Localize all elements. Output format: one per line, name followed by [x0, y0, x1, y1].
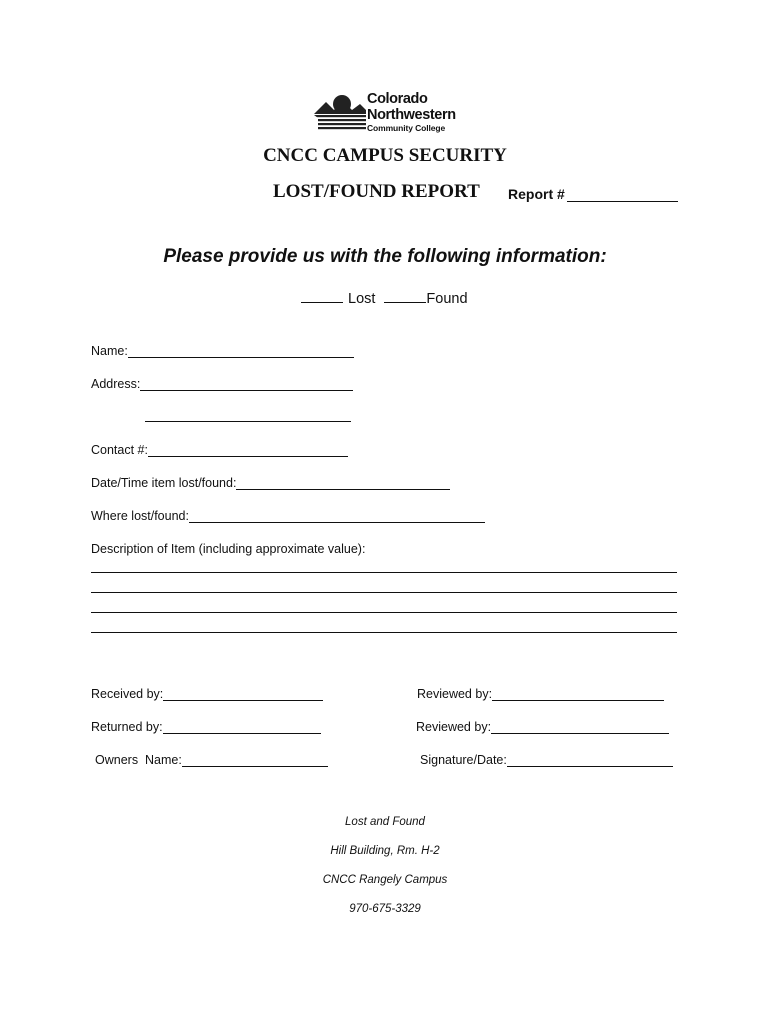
contact-field-row: [91, 441, 348, 457]
footer-office-name: Lost and Found: [345, 816, 425, 828]
name-field-row: [91, 342, 354, 358]
logo-line-community-college: Community College: [367, 123, 446, 133]
reviewed-by-label-1: Reviewed by:: [417, 687, 493, 701]
lost-found-selector: [301, 288, 468, 308]
address-field-line2[interactable]: [145, 421, 351, 422]
address-label: Address:: [91, 377, 141, 391]
footer-building: Hill Building, Rm. H-2: [330, 845, 440, 857]
description-line-4[interactable]: [91, 632, 677, 633]
reviewed-by-row-2: [416, 718, 669, 734]
owners-name-field[interactable]: [182, 754, 328, 767]
datetime-field[interactable]: [236, 477, 450, 490]
name-field[interactable]: [128, 345, 354, 358]
returned-by-field[interactable]: [163, 721, 321, 734]
where-field-row: [91, 507, 485, 523]
description-label: Description of Item (including approximate value):: [91, 542, 366, 556]
returned-by-row: [91, 718, 321, 734]
lost-checkbox-blank[interactable]: [301, 288, 343, 303]
address-field-line1[interactable]: [140, 378, 353, 391]
logo-line-northwestern: Northwestern: [367, 106, 456, 123]
received-by-row: [91, 685, 323, 701]
form-title: CNCC CAMPUS SECURITY: [263, 145, 507, 166]
reviewed-by-label-2: Reviewed by:: [416, 720, 492, 734]
description-field-row: [91, 540, 365, 556]
where-field[interactable]: [189, 510, 485, 523]
datetime-label: Date/Time item lost/found:: [91, 476, 237, 490]
received-by-label: Received by:: [91, 687, 164, 701]
received-by-field[interactable]: [163, 688, 323, 701]
description-line-1[interactable]: [91, 572, 677, 573]
signature-date-label: Signature/Date:: [420, 753, 507, 767]
found-label: Found: [426, 291, 468, 307]
returned-by-label: Returned by:: [91, 720, 163, 734]
description-line-2[interactable]: [91, 592, 677, 593]
signature-date-field[interactable]: [507, 754, 673, 767]
reviewed-by-field-1[interactable]: [492, 688, 664, 701]
reviewed-by-field-2[interactable]: [491, 721, 669, 734]
report-number-label: Report #: [508, 186, 565, 202]
address-field-row: [91, 375, 353, 391]
footer-phone: 970-675-3329: [349, 903, 421, 915]
reviewed-by-row-1: [417, 685, 664, 701]
report-number-field[interactable]: [567, 201, 678, 202]
contact-label: Contact #:: [91, 443, 148, 457]
found-checkbox-blank[interactable]: [384, 288, 426, 303]
cncc-logo: [312, 88, 472, 134]
signature-date-row: [420, 751, 673, 767]
owners-name-label: Owners Name:: [95, 753, 182, 767]
mountain-sun-logo-icon: [312, 88, 366, 132]
name-label: Name:: [91, 344, 128, 358]
description-line-3[interactable]: [91, 612, 677, 613]
form-subtitle: LOST/FOUND REPORT: [273, 181, 480, 202]
contact-field[interactable]: [148, 444, 348, 457]
datetime-field-row: [91, 474, 450, 490]
instructions: Please provide us with the following information:: [163, 246, 607, 267]
logo-line-colorado: Colorado: [367, 91, 428, 107]
owners-name-row: [95, 751, 328, 767]
lost-label: Lost: [348, 291, 376, 307]
where-label: Where lost/found:: [91, 509, 189, 523]
footer-campus: CNCC Rangely Campus: [322, 874, 448, 886]
